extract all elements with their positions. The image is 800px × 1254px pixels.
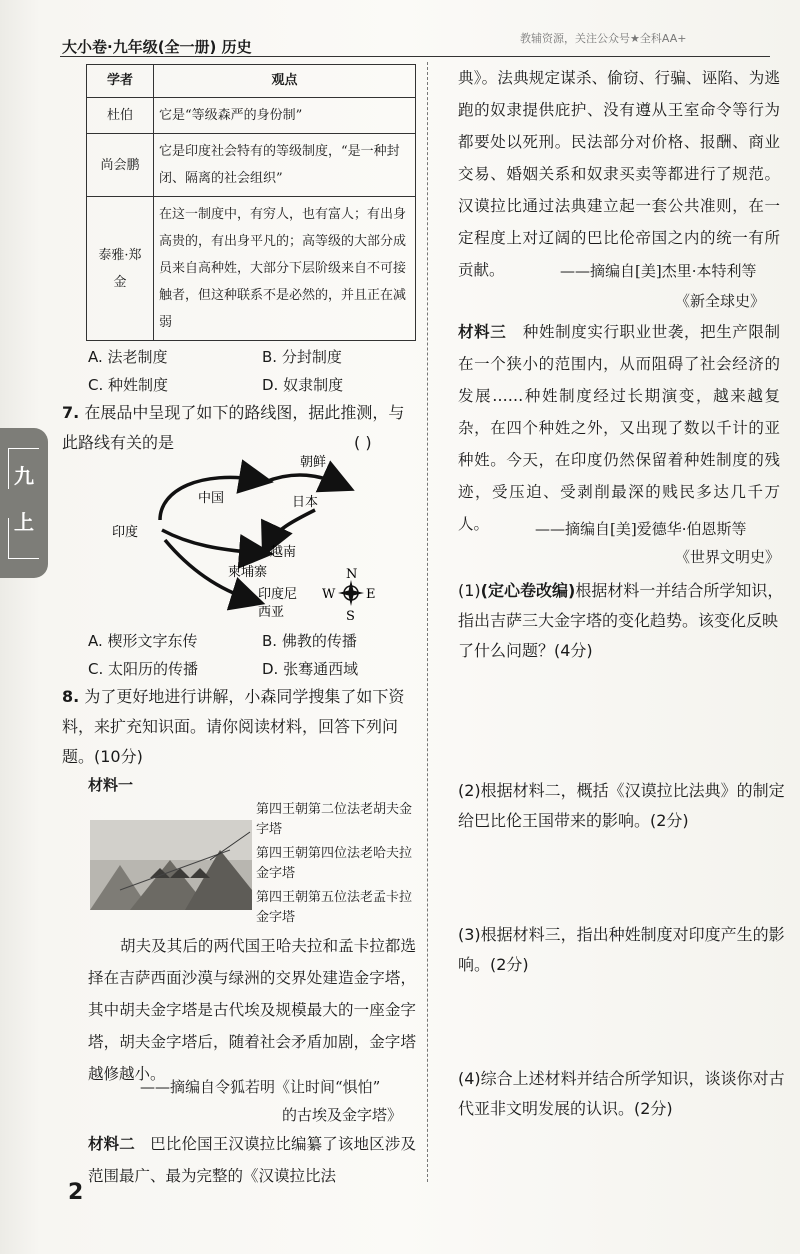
route-china-korea [265, 475, 342, 485]
scholar-views-table [86, 64, 416, 341]
tab-text-grade: 九 [14, 464, 34, 488]
material-1-text: 胡夫及其后的两代国王哈夫拉和孟卡拉都选择在吉萨西面沙漠与绿洲的交界处建造金字塔，其中胡夫金字塔是古代埃及规模最大的一座金字塔，胡夫金字塔后，随着社会矛盾加剧，金字塔越修越小。 [88, 937, 416, 1083]
table-row [87, 98, 416, 134]
material-2-source-2: 《新全球史》 [675, 292, 766, 310]
material-2-text-right: 典》。法典规定谋杀、偷窃、行骗、诬陷、为逃跑的奴隶提供庇护、没有遵从王室命令等行为都要处以死刑。民法部分对价格、报酬、商业交易、婚姻关系和奴隶买卖等都进行了规范。汉谟拉比通过法典建立起一套公共准则，在一定程度上对辽阔的巴比伦帝国之内的统一有所贡献。 [458, 69, 780, 279]
q8-text: 为了更好地进行讲解，小森同学搜集了如下资料，来扩充知识面。请你阅读材料，回答下列问题。(10分) [62, 687, 405, 766]
map-label-korea: 朝鲜 [300, 455, 327, 470]
table-row [87, 197, 416, 341]
compass-icon [322, 567, 376, 624]
book-title: 大小卷·九年级(全一册) 历史 [62, 38, 252, 56]
route-india-vietnam [162, 530, 260, 553]
q7-option-d[interactable]: D. 张骞通西域 [262, 660, 359, 678]
map-label-china: 中国 [198, 491, 225, 506]
compass-e: E [366, 587, 376, 602]
q6-option-d[interactable]: D. 奴隶制度 [262, 376, 344, 394]
tab-text-term: 上 [14, 510, 34, 534]
material-1-source-1: ——摘编自令狐若明《让时间“惧怕” [140, 1078, 381, 1096]
map-label-japan: 日本 [292, 495, 319, 510]
map-label-indonesia-2: 西亚 [258, 605, 285, 620]
q6-option-a[interactable]: A. 法老制度 [88, 348, 168, 366]
material-2-source-1: ——摘编自[美]杰里·本特利等 [560, 262, 757, 280]
q6-option-b[interactable]: B. 分封制度 [262, 348, 342, 366]
sub-question-4: (4)综合上述材料并结合所学知识，谈谈你对古代亚非文明发展的认识。(2分) [458, 1069, 785, 1118]
q7-answer-bracket[interactable]: ( ) [354, 433, 372, 452]
material-1-title: 材料一 [88, 776, 134, 794]
sub-question-2: (2)根据材料二，概括《汉谟拉比法典》的制定给巴比伦王国带来的影响。(2分) [458, 781, 785, 830]
table-header-scholar: 学者 [87, 65, 154, 98]
pyramid-label-khufu: 第四王朝第二位法老胡夫金字塔 [256, 802, 413, 837]
scholar-name: 杜伯 [87, 98, 154, 134]
material-2-title: 材料二 [88, 1135, 135, 1153]
compass-s: S [346, 609, 355, 624]
q6-option-c[interactable]: C. 种姓制度 [88, 376, 169, 394]
column-divider [427, 62, 428, 1182]
pyramid-label-khafre: 第四王朝第四位法老哈夫拉金字塔 [256, 846, 413, 881]
q7-option-b[interactable]: B. 佛教的传播 [262, 632, 357, 650]
scholar-name: 泰雅·郑金 [87, 197, 154, 341]
scholar-view: 它是印度社会特有的等级制度，“是一种封闭、隔离的社会组织” [154, 134, 416, 197]
q7-text: 在展品中呈现了如下的路线图，据此推测，与此路线有关的是 [62, 403, 405, 452]
material-3-source-2: 《世界文明史》 [675, 548, 781, 566]
scholar-view: 它是“等级森严的身份制” [154, 98, 416, 134]
page-number: 2 [68, 1180, 84, 1205]
material-2-left [88, 1128, 416, 1192]
sub-q1-number: (1) [458, 581, 481, 600]
table-row [87, 134, 416, 197]
pyramid-label-menkaure: 第四王朝第五位法老孟卡拉金字塔 [256, 890, 413, 925]
material-3-text: 种姓制度实行职业世袭，把生产限制在一个狭小的范围内，从而阻碍了社会经济的发展……种姓制度经过长期演变，越来越复杂，在四个种姓之外，又出现了数以千计的亚种姓。今天，在印度仍然保留着种姓制度的残迹，受压迫、受剥削最深的贱民多达几千万人。 [458, 323, 780, 533]
sub-q1-text: 根据材料一并结合所学知识，指出吉萨三大金字塔的变化趋势。该变化反映了什么问题？(4分) [458, 581, 784, 660]
table-header-view: 观点 [154, 65, 416, 98]
compass-n: N [346, 567, 358, 582]
sub-question-1 [458, 576, 788, 666]
material-2-text-left: 巴比伦国王汉谟拉比编纂了该地区涉及范围最广、最为完整的《汉谟拉比法 [88, 1135, 416, 1185]
table-header-row [87, 65, 416, 98]
header-divider [60, 56, 770, 57]
map-label-cambodia: 柬埔寨 [228, 565, 268, 580]
scholar-view: 在这一制度中，有穷人，也有富人；有出身高贵的，有出身平凡的；高等级的大部分成员来自高种姓，大部分下层阶级来自不可接触者，但这种联系不是必然的，并且正在减弱 [154, 197, 416, 341]
pyramids-photo [90, 820, 252, 910]
sub-question-3: (3)根据材料三，指出种姓制度对印度产生的影响。(2分) [458, 925, 785, 974]
scholar-name: 尚会鹏 [87, 134, 154, 197]
compass-w: W [322, 587, 336, 602]
material-3-source-1: ——摘编自[美]爱德华·伯恩斯等 [535, 520, 747, 538]
route-map [110, 450, 400, 625]
q8-stem [62, 682, 418, 772]
material-1-source-2: 的古埃及金字塔》 [282, 1106, 403, 1124]
q8-number: 8. [62, 687, 80, 706]
q7-number: 7. [62, 403, 80, 422]
watermark-text: 教辅资源，关注公众号★全科AA+ [520, 32, 687, 45]
material-3 [458, 316, 780, 540]
route-china-vietnam [268, 510, 315, 545]
map-label-vietnam: 越南 [270, 545, 297, 560]
map-label-indonesia-1: 印度尼 [258, 587, 298, 602]
material-3-title: 材料三 [458, 323, 507, 341]
sub-q1-tag: (定心卷改编) [480, 581, 576, 600]
tab-bracket-bottom [8, 518, 39, 559]
grade-side-tab [0, 428, 48, 578]
q7-option-a[interactable]: A. 楔形文字东传 [88, 632, 198, 650]
q7-option-c[interactable]: C. 太阳历的传播 [88, 660, 199, 678]
map-label-india: 印度 [112, 525, 139, 540]
